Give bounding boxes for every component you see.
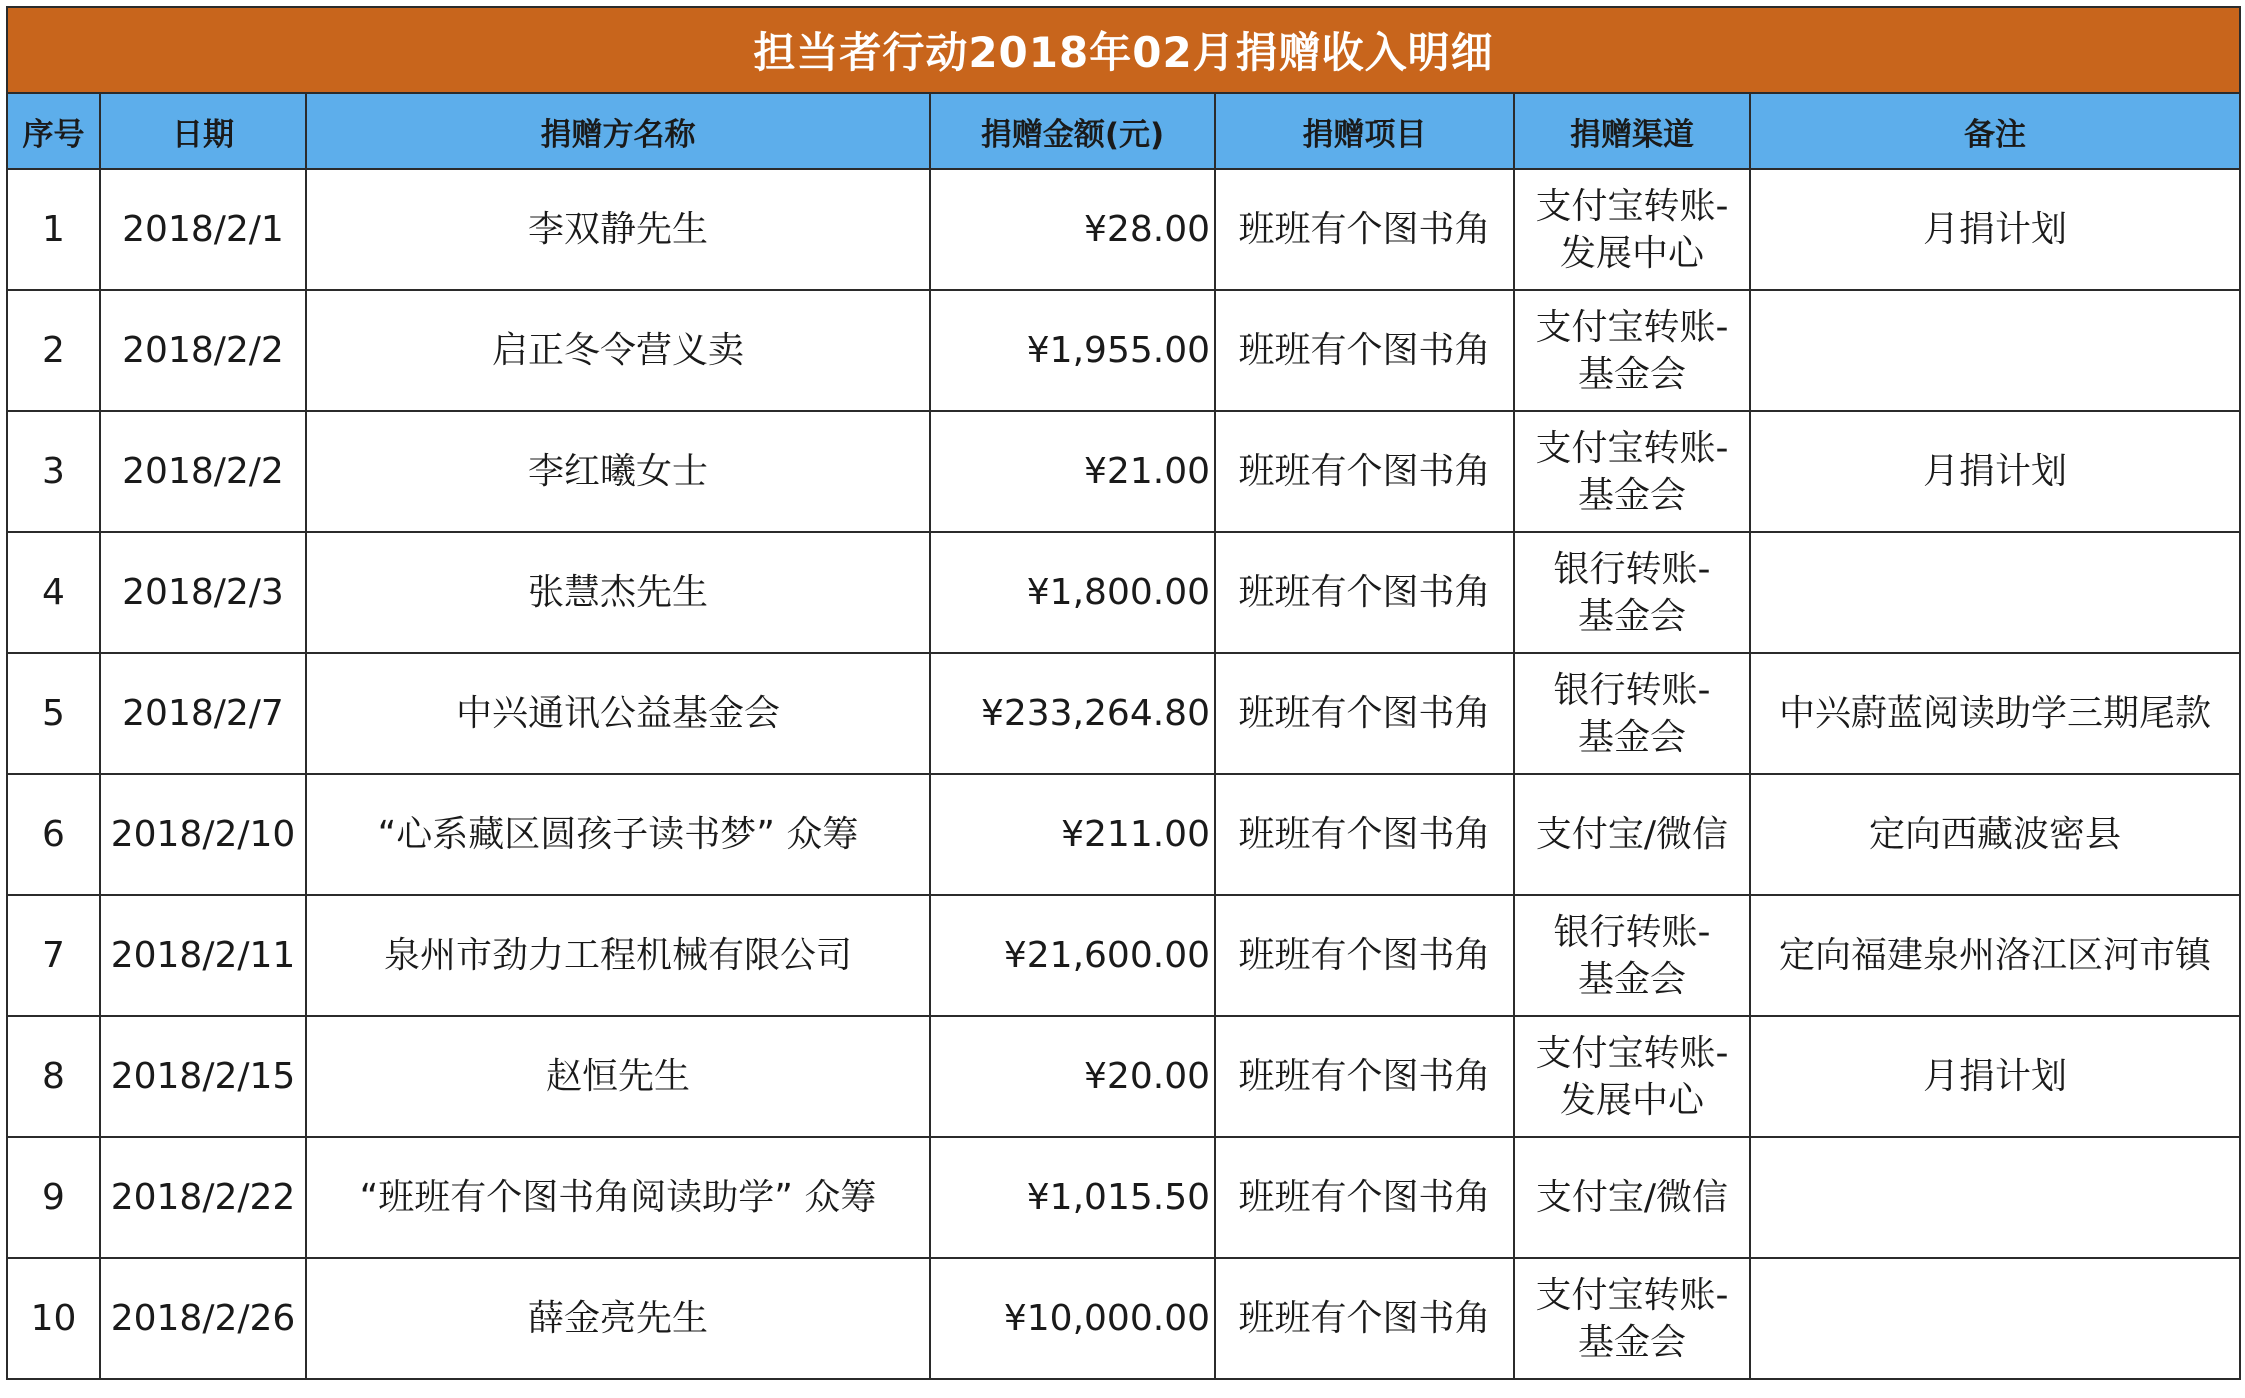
channel-line-1: 支付宝/微信 xyxy=(1535,814,1729,855)
cell-remark: 定向西藏波密县 xyxy=(1750,774,2240,895)
cell-remark: 月捐计划 xyxy=(1750,1016,2240,1137)
title-row xyxy=(7,7,2240,93)
cell-project: 班班有个图书角 xyxy=(1215,1137,1514,1258)
header-donor: 捐赠方名称 xyxy=(306,93,930,169)
cell-donor: 泉州市劲力工程机械有限公司 xyxy=(306,895,930,1016)
cell-donor: “班班有个图书角阅读助学” 众筹 xyxy=(306,1137,930,1258)
cell-date: 2018/2/15 xyxy=(100,1016,306,1137)
table-row xyxy=(7,532,2240,653)
channel-line-2: 基金会 xyxy=(1577,474,1686,516)
cell-date: 2018/2/26 xyxy=(100,1258,306,1379)
cell-date: 2018/2/1 xyxy=(100,169,306,290)
channel-line-2: 发展中心 xyxy=(1559,232,1704,274)
channel-line-2: 基金会 xyxy=(1577,1321,1686,1363)
cell-no: 3 xyxy=(7,411,100,532)
cell-donor: 赵恒先生 xyxy=(306,1016,930,1137)
cell-channel xyxy=(1514,1137,1750,1258)
cell-remark xyxy=(1750,1137,2240,1258)
cell-project: 班班有个图书角 xyxy=(1215,411,1514,532)
cell-no: 7 xyxy=(7,895,100,1016)
cell-no: 9 xyxy=(7,1137,100,1258)
channel-line-1: 银行转账- xyxy=(1553,911,1711,953)
cell-remark xyxy=(1750,290,2240,411)
cell-date: 2018/2/2 xyxy=(100,290,306,411)
table-row xyxy=(7,411,2240,532)
channel-line-2: 基金会 xyxy=(1577,353,1686,395)
cell-project: 班班有个图书角 xyxy=(1215,1016,1514,1137)
header-remark: 备注 xyxy=(1750,93,2240,169)
cell-project: 班班有个图书角 xyxy=(1215,774,1514,895)
cell-no: 1 xyxy=(7,169,100,290)
cell-channel xyxy=(1514,169,1750,290)
channel-line-1: 支付宝转账- xyxy=(1535,185,1729,227)
cell-remark xyxy=(1750,1258,2240,1379)
header-project: 捐赠项目 xyxy=(1215,93,1514,169)
channel-line-2: 基金会 xyxy=(1577,716,1686,758)
cell-date: 2018/2/7 xyxy=(100,653,306,774)
cell-date: 2018/2/3 xyxy=(100,532,306,653)
cell-amount: ¥1,015.50 xyxy=(930,1137,1215,1258)
cell-project: 班班有个图书角 xyxy=(1215,532,1514,653)
cell-remark: 月捐计划 xyxy=(1750,411,2240,532)
donation-sheet xyxy=(6,6,2239,1392)
cell-amount: ¥21.00 xyxy=(930,411,1215,532)
cell-date: 2018/2/2 xyxy=(100,411,306,532)
cell-project: 班班有个图书角 xyxy=(1215,653,1514,774)
cell-amount: ¥21,600.00 xyxy=(930,895,1215,1016)
header-date: 日期 xyxy=(100,93,306,169)
cell-amount: ¥211.00 xyxy=(930,774,1215,895)
donation-table xyxy=(6,6,2241,1380)
cell-amount: ¥233,264.80 xyxy=(930,653,1215,774)
channel-line-1: 银行转账- xyxy=(1553,669,1711,711)
channel-line-2: 基金会 xyxy=(1577,958,1686,1000)
table-row xyxy=(7,1137,2240,1258)
header-no: 序号 xyxy=(7,93,100,169)
cell-project: 班班有个图书角 xyxy=(1215,290,1514,411)
cell-channel xyxy=(1514,895,1750,1016)
channel-line-2: 发展中心 xyxy=(1559,1079,1704,1121)
cell-remark: 中兴蔚蓝阅读助学三期尾款 xyxy=(1750,653,2240,774)
cell-project: 班班有个图书角 xyxy=(1215,895,1514,1016)
header-channel: 捐赠渠道 xyxy=(1514,93,1750,169)
cell-amount: ¥28.00 xyxy=(930,169,1215,290)
cell-amount: ¥1,955.00 xyxy=(930,290,1215,411)
cell-donor: 中兴通讯公益基金会 xyxy=(306,653,930,774)
cell-donor: 张慧杰先生 xyxy=(306,532,930,653)
cell-project: 班班有个图书角 xyxy=(1215,169,1514,290)
table-body xyxy=(7,169,2240,1379)
cell-channel xyxy=(1514,774,1750,895)
cell-no: 4 xyxy=(7,532,100,653)
cell-no: 8 xyxy=(7,1016,100,1137)
cell-date: 2018/2/22 xyxy=(100,1137,306,1258)
cell-channel xyxy=(1514,653,1750,774)
channel-line-1: 支付宝转账- xyxy=(1535,1032,1729,1074)
cell-no: 10 xyxy=(7,1258,100,1379)
cell-amount: ¥1,800.00 xyxy=(930,532,1215,653)
cell-channel xyxy=(1514,290,1750,411)
table-row xyxy=(7,1258,2240,1379)
channel-line-1: 支付宝转账- xyxy=(1535,306,1729,348)
cell-channel xyxy=(1514,1258,1750,1379)
cell-no: 5 xyxy=(7,653,100,774)
cell-donor: 李双静先生 xyxy=(306,169,930,290)
cell-amount: ¥20.00 xyxy=(930,1016,1215,1137)
table-row xyxy=(7,290,2240,411)
table-row xyxy=(7,774,2240,895)
cell-date: 2018/2/10 xyxy=(100,774,306,895)
cell-date: 2018/2/11 xyxy=(100,895,306,1016)
cell-project: 班班有个图书角 xyxy=(1215,1258,1514,1379)
table-row xyxy=(7,653,2240,774)
cell-remark: 定向福建泉州洛江区河市镇 xyxy=(1750,895,2240,1016)
table-row xyxy=(7,169,2240,290)
table-row xyxy=(7,895,2240,1016)
channel-line-1: 支付宝转账- xyxy=(1535,427,1729,469)
cell-remark xyxy=(1750,532,2240,653)
cell-no: 2 xyxy=(7,290,100,411)
cell-donor: “心系藏区圆孩子读书梦” 众筹 xyxy=(306,774,930,895)
cell-no: 6 xyxy=(7,774,100,895)
cell-channel xyxy=(1514,411,1750,532)
cell-channel xyxy=(1514,1016,1750,1137)
channel-line-1: 支付宝/微信 xyxy=(1535,1177,1729,1218)
table-title: 担当者行动2018年02月捐赠收入明细 xyxy=(7,7,2240,93)
channel-line-1: 银行转账- xyxy=(1553,548,1711,590)
cell-remark: 月捐计划 xyxy=(1750,169,2240,290)
cell-donor: 启正冬令营义卖 xyxy=(306,290,930,411)
channel-line-1: 支付宝转账- xyxy=(1535,1274,1729,1316)
header-amount: 捐赠金额(元) xyxy=(930,93,1215,169)
cell-donor: 李红曦女士 xyxy=(306,411,930,532)
cell-channel xyxy=(1514,532,1750,653)
cell-donor: 薛金亮先生 xyxy=(306,1258,930,1379)
cell-amount: ¥10,000.00 xyxy=(930,1258,1215,1379)
channel-line-2: 基金会 xyxy=(1577,595,1686,637)
table-row xyxy=(7,1016,2240,1137)
header-row xyxy=(7,93,2240,169)
